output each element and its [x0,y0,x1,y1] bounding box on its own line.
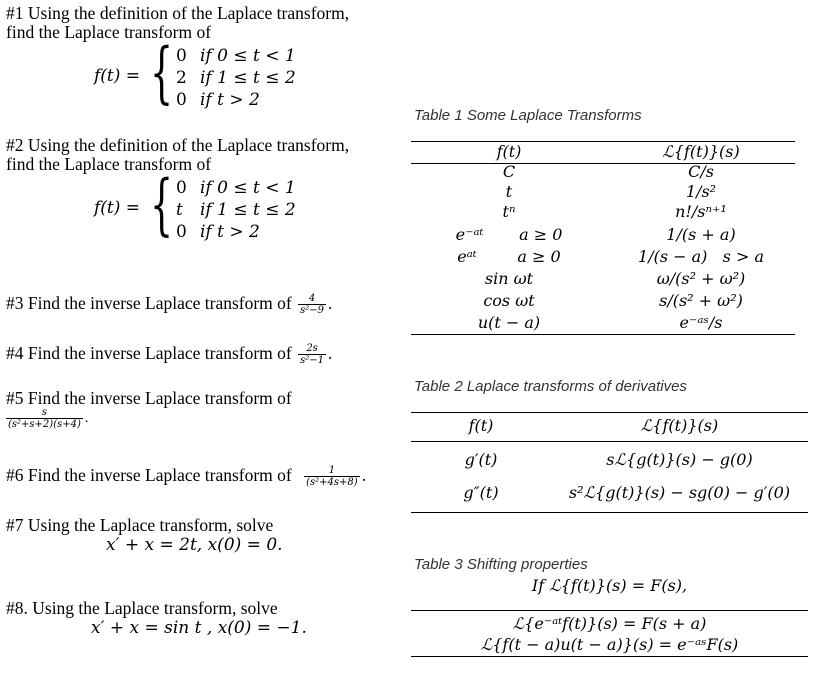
table-3-premise: If ℒ{f(t)}(s) = F(s), [531,576,688,595]
table-1-row-3-f: tⁿ [502,202,516,221]
table-2-header-rule [411,441,808,442]
table-3-caption: Table 3 Shifting properties [414,556,588,573]
table-1-header-f: f(t) [496,142,522,161]
table-1-row-2-transform: 1/s² [685,182,717,201]
table-1-row-4-f: e⁻ᵃᵗ a ≥ 0 [455,225,563,244]
problem-3: #3 Find the inverse Laplace transform of $\frac{4}{\text{s²−9}}$ . [6,293,333,317]
problem-1-lhs: f(t) = [94,66,141,86]
problem-5-line-1: #5 Find the inverse Laplace transform of [6,388,292,408]
table-1-row-4-transform: 1/(s + a) [666,225,736,244]
table-1-row-8-transform: e⁻ᵃˢ/s [679,313,723,332]
table-3-bottom-rule [411,656,808,657]
table-3-top-rule [411,610,808,611]
problem-8-equation: x′ + x = sin t , x(0) = −1. [91,618,307,638]
table-1-caption: Table 1 Some Laplace Transforms [414,107,642,124]
table-3-row-2: ℒ{f(t − a)u(t − a)}(s) = e⁻ᵃˢF(s) [480,635,739,654]
table-1-row-8-f: u(t − a) [477,313,541,332]
table-1-bottom-rule [411,334,795,335]
table-1-row-1-transform: C/s [688,162,714,181]
problem-7-line-1: #7 Using the Laplace transform, solve [6,515,274,535]
problem-1-line-2: find the Laplace transform of [6,22,212,42]
problem-1-brace: { [150,34,174,111]
problem-1-line-1: #1 Using the definition of the Laplace transform, [6,3,350,23]
table-2-bottom-rule [411,512,808,513]
table-1-row-5-f: eᵃᵗ a ≥ 0 [457,247,561,266]
problem-4: #4 Find the inverse Laplace transform of $\frac{2s}{\text{s²−1}}$ . [6,343,333,367]
problem-3-fraction: $\frac{4}{\text{s²−9}}$ [300,293,325,317]
problem-6-fraction: $\frac{1}{\text{(s²+4s+8)}}$ [306,465,358,489]
table-3-row-1: ℒ{e⁻ᵃᵗf(t)}(s) = F(s + a) [512,614,707,633]
problem-2-lhs: f(t) = [94,198,141,218]
problem-2-cases: 0 if 0 ≤ t < 1 t if 1 ≤ t ≤ 2 0 if t > 2 [176,178,296,242]
table-2-row-2-f: g″(t) [463,483,499,502]
problem-6: #6 Find the inverse Laplace transform of $\frac{1}{\text{(s²+4s+8)}}$ . [6,465,367,489]
table-2-caption: Table 2 Laplace transforms of derivatives [414,378,687,395]
table-2-row-1-transform: sℒ{g(t)}(s) − g(0) [606,450,753,469]
table-1-row-7-transform: s/(s² + ω²) [659,291,743,310]
table-2-row-2-transform: s²ℒ{g(t)}(s) − sg(0) − g′(0) [568,483,791,502]
table-1-row-5-transform: 1/(s − a) s > a [638,247,764,266]
table-1-row-6-f: sin ωt [484,269,534,288]
problem-4-fraction: $\frac{2s}{\text{s²−1}}$ [300,343,325,367]
table-1-row-1-f: C [502,162,516,181]
table-2-header-transform: ℒ{f(t)}(s) [640,416,719,435]
table-1-row-7-f: cos ωt [483,291,535,310]
problem-5-fraction: $\frac{s}{\text{(s²+s+2)(s+4)}}$ [8,407,81,430]
table-1-header-transform: ℒ{f(t)}(s) [662,142,740,161]
table-2-top-rule [411,412,808,413]
problem-2-line-1: #2 Using the definition of the Laplace transform, [6,135,350,155]
problem-7-equation: x′ + x = 2t, x(0) = 0. [106,535,283,555]
table-2-row-1-f: g′(t) [464,450,498,469]
table-1-row-3-transform: n!/sⁿ⁺¹ [675,202,727,221]
problem-2-brace: { [150,166,174,243]
problem-2-line-2: find the Laplace transform of [6,154,212,174]
problem-8-line-1: #8. Using the Laplace transform, solve [6,598,278,618]
table-2-header-f: f(t) [468,416,494,435]
table-1-row-2-f: t [505,182,513,201]
table-1-row-6-transform: ω/(s² + ω²) [656,269,746,288]
problem-1-cases: 0 if 0 ≤ t < 1 2 if 1 ≤ t ≤ 2 0 if t > 2 [176,46,296,110]
problem-5-fraction-line: $\frac{s}{\text{(s²+s+2)(s+4)}}$ . [8,407,89,430]
